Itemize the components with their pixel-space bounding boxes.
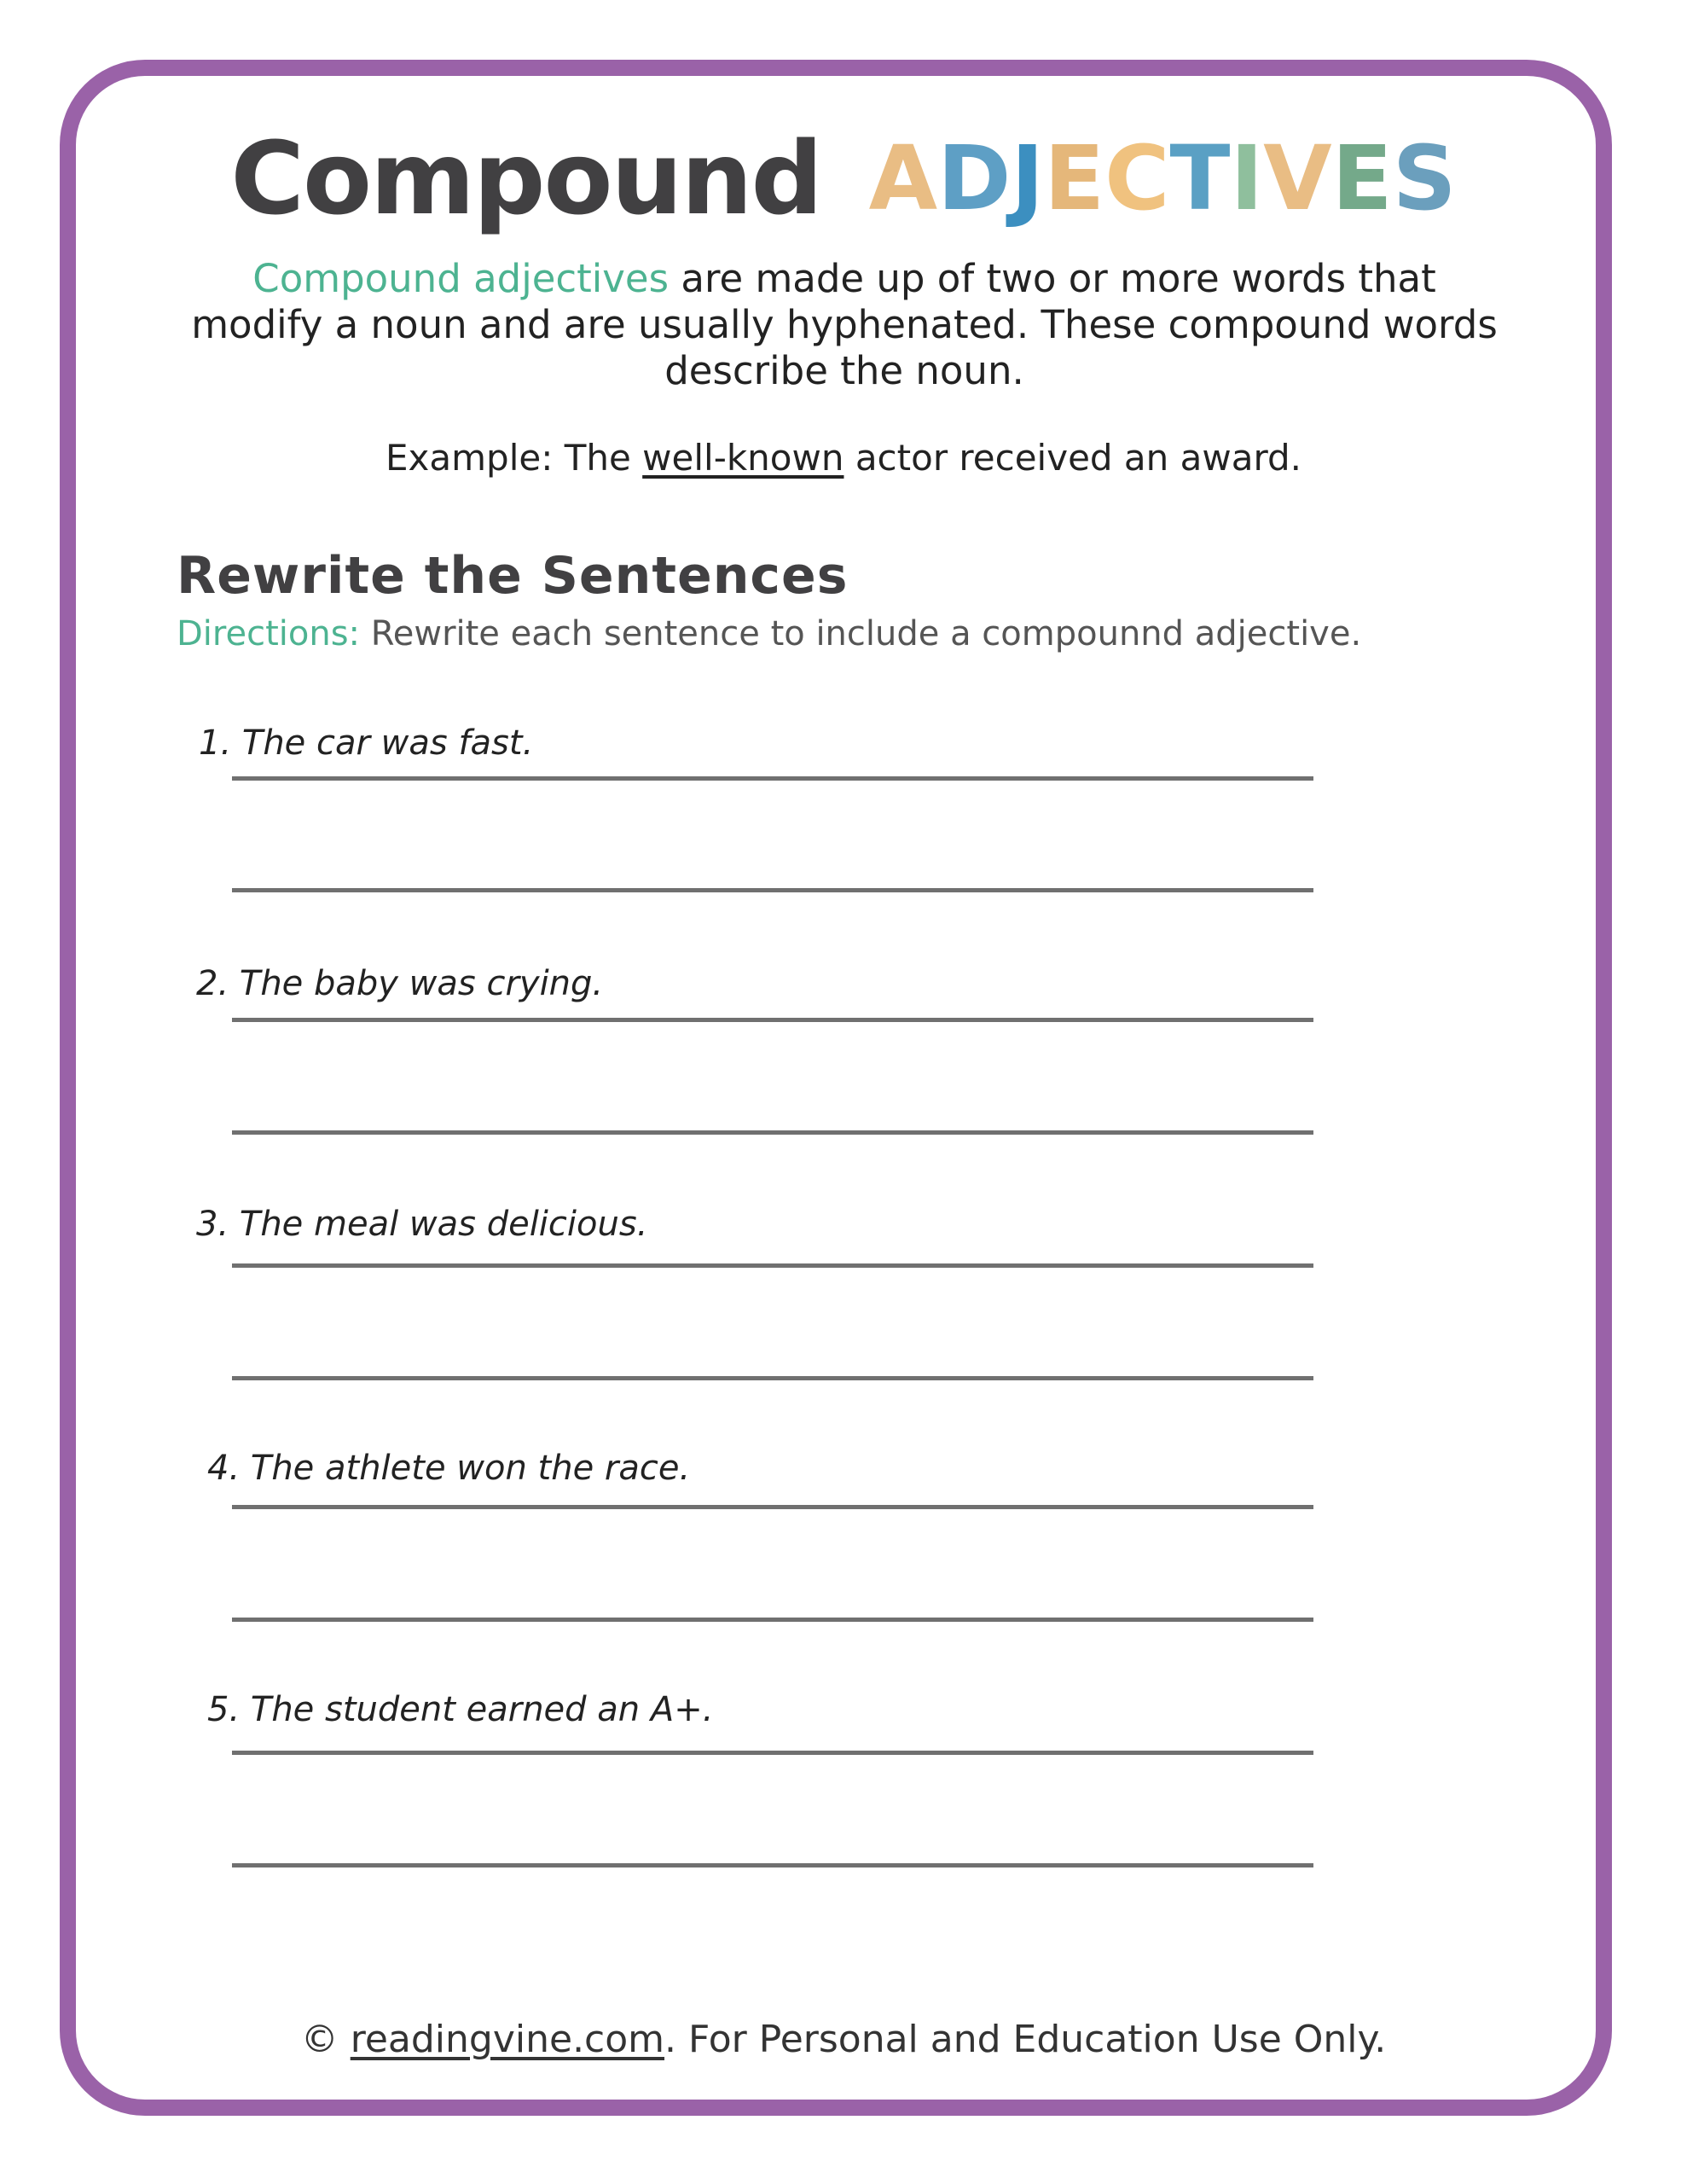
question-1 bbox=[199, 723, 533, 763]
title-letter: E bbox=[1044, 126, 1105, 230]
definition-text: are made up of two or more words that modify a noun and are usually hyphenated. These compound words describe the noun. bbox=[191, 256, 1498, 393]
question-number: 4. bbox=[207, 1449, 241, 1488]
question-number: 3. bbox=[196, 1205, 229, 1244]
example-prefix: Example: The bbox=[385, 437, 643, 479]
question-4 bbox=[207, 1449, 690, 1488]
answer-line[interactable] bbox=[232, 1751, 1313, 1755]
example-underlined-word: well-known bbox=[642, 437, 844, 479]
answer-line[interactable] bbox=[232, 1376, 1313, 1380]
answer-line[interactable] bbox=[232, 1505, 1313, 1509]
question-text: The student earned an A+. bbox=[250, 1690, 714, 1729]
title-letter: I bbox=[1230, 126, 1264, 230]
directions bbox=[177, 614, 1361, 653]
definition-highlight: Compound adjectives bbox=[252, 256, 670, 301]
title-word-adjectives bbox=[868, 126, 1457, 230]
answer-line[interactable] bbox=[232, 1618, 1313, 1622]
answer-line[interactable] bbox=[232, 1263, 1313, 1268]
example-suffix: actor received an award. bbox=[844, 437, 1301, 479]
answer-line[interactable] bbox=[232, 888, 1313, 892]
directions-text: Rewrite each sentence to include a compounnd adjective. bbox=[360, 614, 1362, 653]
footer-link[interactable]: readingvine.com bbox=[350, 2018, 665, 2061]
section-title: Rewrite the Sentences bbox=[177, 546, 849, 606]
question-text: The athlete won the race. bbox=[250, 1449, 691, 1488]
title-letter: D bbox=[937, 126, 1012, 230]
footer-text: . For Personal and Education Use Only. bbox=[664, 2018, 1387, 2061]
copyright-footer bbox=[0, 2018, 1687, 2061]
title-letter: A bbox=[868, 126, 938, 230]
title-letter: S bbox=[1392, 126, 1457, 230]
worksheet-title bbox=[0, 119, 1687, 237]
answer-line[interactable] bbox=[232, 1018, 1313, 1022]
question-text: The car was fast. bbox=[241, 723, 534, 763]
question-text: The baby was crying. bbox=[239, 964, 604, 1003]
question-3 bbox=[196, 1205, 647, 1244]
directions-label: Directions: bbox=[177, 614, 361, 653]
question-number: 2. bbox=[196, 964, 229, 1003]
title-letter: E bbox=[1331, 126, 1393, 230]
title-letter: V bbox=[1263, 126, 1332, 230]
answer-line[interactable] bbox=[232, 1863, 1313, 1867]
copyright-symbol: © bbox=[300, 2018, 339, 2061]
question-2 bbox=[196, 964, 603, 1003]
definition-paragraph bbox=[183, 256, 1505, 394]
question-text: The meal was delicious. bbox=[239, 1205, 648, 1244]
title-letter: T bbox=[1169, 126, 1231, 230]
title-letter: J bbox=[1011, 126, 1045, 230]
title-word-compound: Compound bbox=[230, 119, 822, 237]
question-number: 5. bbox=[207, 1690, 241, 1729]
title-letter: C bbox=[1104, 126, 1170, 230]
answer-line[interactable] bbox=[232, 776, 1313, 781]
question-number: 1. bbox=[199, 723, 232, 763]
example-sentence bbox=[0, 437, 1687, 479]
answer-line[interactable] bbox=[232, 1130, 1313, 1135]
question-5 bbox=[207, 1690, 713, 1729]
